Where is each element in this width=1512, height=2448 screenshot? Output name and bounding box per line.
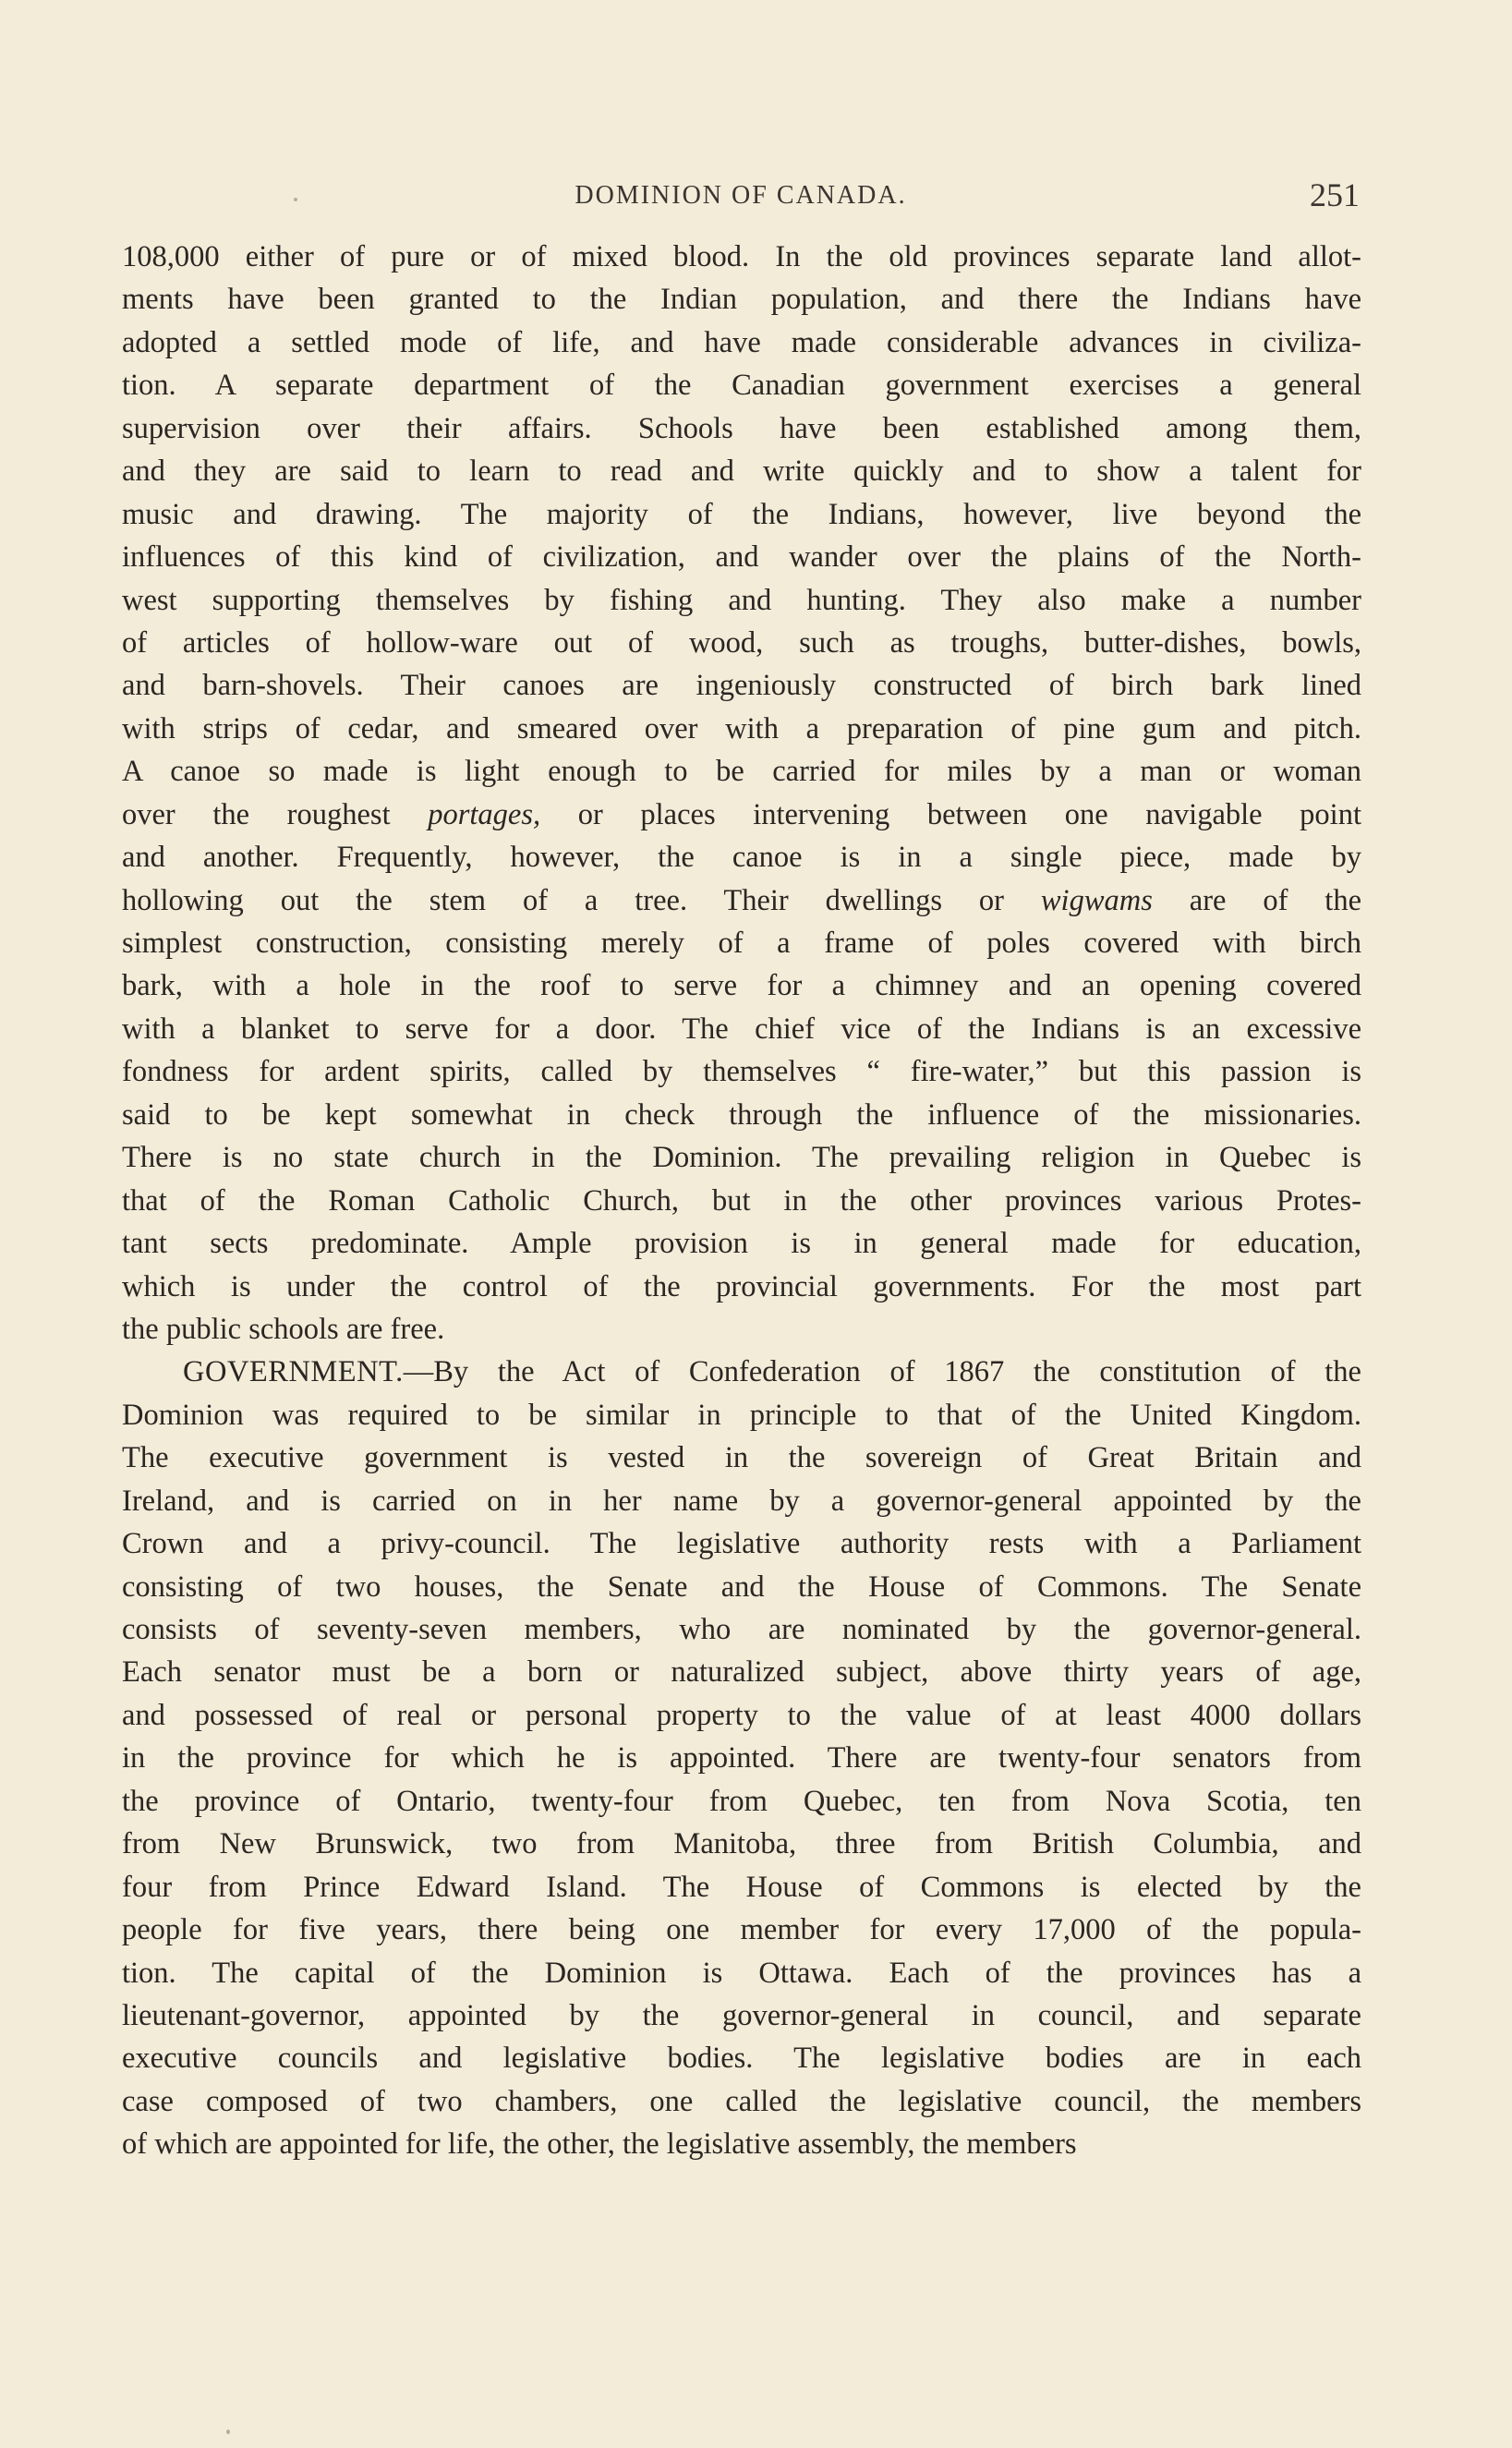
text-line: Dominion was required to be similar in principle to that of the United Kingdom.	[122, 1398, 1361, 1432]
page-number: 251	[1310, 176, 1360, 213]
text-line: with strips of cedar, and smeared over with a preparation of pine gum and pitch.	[122, 711, 1361, 745]
text-line: four from Prince Edward Island. The House of Commons is elected by the	[122, 1870, 1361, 1904]
text-line: that of the Roman Catholic Church, but in the other provinces various Protes-	[122, 1183, 1361, 1218]
text-line: Ireland, and is carried on in her name by a governor-general appointed by the	[122, 1484, 1361, 1518]
text-line: bark, with a hole in the roof to serve for a chimney and an opening covered	[122, 969, 1361, 1003]
text-line: case composed of two chambers, one called the legislative council, the members	[122, 2084, 1361, 2118]
paper-speck	[294, 198, 297, 201]
text-line	[122, 794, 1361, 836]
text-line: and another. Frequently, however, the canoe is in a single piece, made by	[122, 841, 1361, 875]
text-line: ments have been granted to the Indian population, and there the Indians have	[122, 283, 1361, 317]
text-line: and they are said to learn to read and write quickly and to show a talent for	[122, 454, 1361, 489]
text-line: tant sects predominate. Ample provision is in general made for education,	[122, 1227, 1361, 1261]
text-line: consists of seventy-seven members, who are nominated by the governor-general.	[122, 1613, 1361, 1646]
text-line: which is under the control of the provincial governments. For the most part	[122, 1269, 1361, 1303]
text-line: the province of Ontario, twenty-four from Quebec, ten from Nova Scotia, ten	[122, 1784, 1361, 1818]
text-line: tion. The capital of the Dominion is Ottawa. Each of the provinces has a	[122, 1956, 1361, 1990]
text-line	[122, 879, 1361, 922]
italic-term: portages,	[428, 797, 541, 831]
text-line: adopted a settled mode of life, and have made considerable advances in civiliza-	[122, 325, 1361, 359]
italic-term: wigwams	[1040, 883, 1153, 917]
text-line: tion. A separate department of the Canadian government exercises a general	[122, 369, 1361, 403]
line-text: over the roughest	[122, 797, 429, 831]
text-line: with a blanket to serve for a door. The chief vice of the Indians is an excessive	[122, 1012, 1361, 1046]
text-line: music and drawing. The majority of the Indians, however, live beyond the	[122, 497, 1361, 531]
running-title: DOMINION OF CANADA.	[575, 181, 907, 210]
line-text: —By the Act of Confederation of 1867 the constitution of the	[403, 1355, 1361, 1389]
paper-speck	[226, 2430, 230, 2434]
line-text: are of the	[1152, 883, 1361, 917]
text-line: lieutenant-governor, appointed by the governor-general in council, and separate	[122, 1998, 1361, 2032]
text-line: Each senator must be a born or naturalized subject, above thirty years of age,	[122, 1655, 1361, 1690]
text-line: of which are appointed for life, the other, the legislative assembly, the members	[122, 2127, 1077, 2162]
text-line: and barn-shovels. Their canoes are ingeniously constructed of birch bark lined	[122, 669, 1361, 703]
text-line: the public schools are free.	[122, 1312, 445, 1346]
running-head	[122, 176, 1360, 216]
text-line: of articles of hollow-ware out of wood, such as troughs, butter-dishes, bowls,	[122, 625, 1361, 660]
text-line: west supporting themselves by fishing and hunting. They also make a number	[122, 583, 1361, 617]
section-heading: GOVERNMENT.	[183, 1355, 404, 1389]
text-line: consisting of two houses, the Senate and the House of Commons. The Senate	[122, 1569, 1361, 1604]
text-line: said to be kept somewhat in check through the influence of the missionaries.	[122, 1097, 1361, 1132]
text-line: A canoe so made is light enough to be carried for miles by a man or woman	[122, 755, 1361, 789]
text-line: influences of this kind of civilization, and wander over the plains of the North-	[122, 540, 1361, 575]
text-line: simplest construction, consisting merely of a frame of poles covered with birch	[122, 927, 1361, 960]
text-line: The executive government is vested in the sovereign of Great Britain and	[122, 1441, 1361, 1475]
text-line	[122, 1351, 1361, 1393]
text-line: There is no state church in the Dominion. The prevailing religion in Quebec is	[122, 1141, 1361, 1175]
text-line: in the province for which he is appointed. There are twenty-four senators from	[122, 1741, 1361, 1775]
line-text: hollowing out the stem of a tree. Their dwellings or	[122, 883, 1041, 917]
text-line: 108,000 either of pure or of mixed blood. In the old provinces separate land allot-	[122, 240, 1361, 273]
text-line: supervision over their affairs. Schools have been established among them,	[122, 411, 1361, 445]
text-line: Crown and a privy-council. The legislative authority rests with a Parliament	[122, 1527, 1361, 1561]
text-line: and possessed of real or personal property to the value of at least 4000 dollars	[122, 1698, 1361, 1732]
text-line: from New Brunswick, two from Manitoba, three from British Columbia, and	[122, 1827, 1361, 1861]
text-line: fondness for ardent spirits, called by themselves “ fire-water,” but this passion is	[122, 1055, 1361, 1089]
line-text: or places intervening between one navigable point	[540, 797, 1361, 831]
body-text	[122, 236, 1361, 2166]
text-line: executive councils and legislative bodies. The legislative bodies are in each	[122, 2042, 1361, 2076]
text-line: people for five years, there being one member for every 17,000 of the popula-	[122, 1913, 1361, 1947]
